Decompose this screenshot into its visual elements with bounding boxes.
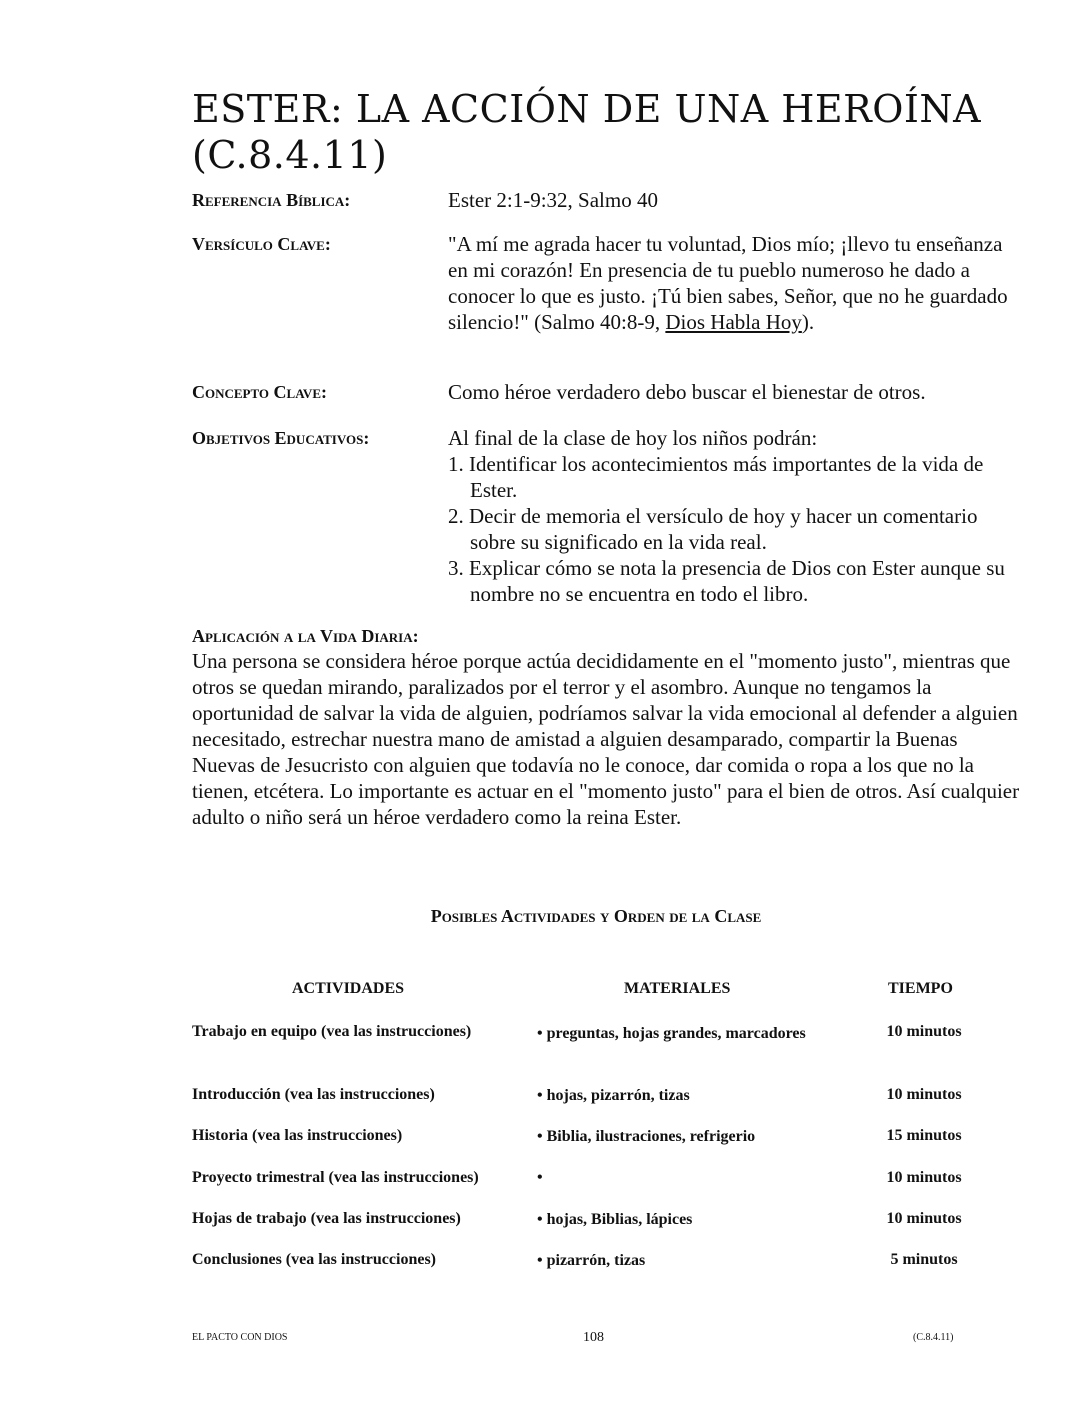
activity-cell: Proyecto trimestral (vea las instrucciones) [192, 1169, 479, 1186]
objetivos-list [448, 451, 1018, 607]
schedule-title: Posibles Actividades y Orden de la Clase [430, 906, 762, 926]
materials-cell: • hojas, pizarrón, tizas [537, 1087, 690, 1104]
objetivo-item: 1. Identificar los acontecimientos más importantes de la vida de Ester. [448, 452, 984, 502]
objetivos-value [448, 425, 1018, 607]
versiculo-text: "A mí me agrada hacer tu voluntad, Dios mío; ¡llevo tu enseñanza en mi corazón! En presencia de tu pueblo numeroso he dado a conocer lo que es justo. ¡Tú bien sabes, Señor, que no he guardado silencio!" (Salmo 40:8-9, [448, 232, 1008, 334]
versiculo-value [448, 231, 1018, 335]
time-cell: 10 minutos [886, 1210, 962, 1227]
time-cell: 10 minutos [886, 1086, 962, 1103]
aplicacion-text: Una persona se considera héroe porque actúa decididamente en el "momento justo", mientras que otros se quedan mirando, paralizados por el terror y el asombro. Aunque no tengamos la oportunidad de salvar la vida de alguien, podríamos salvar la vida emocional al defender a alguien necesitado, estrechar nuestra mano de amistad a alguien desamparado, compartir la Buenas Nuevas de Jesucristo con alguien que todavía no le conoce, dar comida o ropa a los que no la tienen, etcétera. Lo importante es actuar en el "momento justo" para el bien de otros. Así cualquier adulto o niño será un héroe verdadero como la reina Ester. [192, 649, 1020, 829]
versiculo-label: Versículo Clave: [192, 234, 331, 254]
activity-cell: Hojas de trabajo (vea las instrucciones) [192, 1210, 461, 1227]
concepto-value: Como héroe verdadero debo buscar el bienestar de otros. [448, 380, 926, 404]
materials-cell: • [537, 1169, 543, 1186]
time-cell: 10 minutos [886, 1169, 962, 1186]
page-title: ESTER: LA ACCIÓN DE UNA HEROÍNA (C.8.4.11) [192, 87, 982, 177]
versiculo-tail: ). [801, 310, 815, 334]
header-time: TIEMPO [888, 980, 953, 997]
objetivos-intro: Al final de la clase de hoy los niños podrán: [448, 426, 818, 450]
concepto-label: Concepto Clave: [192, 382, 327, 402]
materials-cell: • hojas, Biblias, lápices [537, 1211, 693, 1228]
materials-cell: • preguntas, hojas grandes, marcadores [537, 1025, 806, 1042]
objetivo-item: 3. Explicar cómo se nota la presencia de Dios con Ester aunque su nombre no se encuentra en todo el libro. [448, 556, 1005, 606]
time-cell: 15 minutos [886, 1127, 962, 1144]
materials-cell: • Biblia, ilustraciones, refrigerio [537, 1128, 756, 1145]
referencia-value: Ester 2:1-9:32, Salmo 40 [448, 188, 658, 212]
objetivos-label: Objetivos Educativos: [192, 428, 370, 448]
activity-cell: Introducción (vea las instrucciones) [192, 1086, 435, 1103]
footer-left: EL PACTO CON DIOS [192, 1332, 288, 1343]
materials-cell: • pizarrón, tizas [537, 1252, 646, 1269]
time-cell: 10 minutos [886, 1023, 962, 1040]
objetivo-item: 2. Decir de memoria el versículo de hoy y hacer un comentario sobre su significado en la vida real. [448, 504, 978, 554]
header-materials: MATERIALES [624, 980, 731, 997]
activity-cell: Trabajo en equipo (vea las instrucciones) [192, 1023, 472, 1040]
aplicacion-label: Aplicación a la Vida Diaria: [192, 626, 419, 646]
versiculo-source: Dios Habla Hoy [665, 310, 802, 334]
time-cell: 5 minutos [890, 1251, 958, 1268]
activity-cell: Historia (vea las instrucciones) [192, 1127, 403, 1144]
referencia-label: Referencia Bíblica: [192, 190, 351, 210]
footer-right: (C.8.4.11) [913, 1332, 954, 1343]
page-number: 108 [583, 1330, 604, 1345]
header-activities: ACTIVIDADES [292, 980, 405, 997]
activity-cell: Conclusiones (vea las instrucciones) [192, 1251, 436, 1268]
